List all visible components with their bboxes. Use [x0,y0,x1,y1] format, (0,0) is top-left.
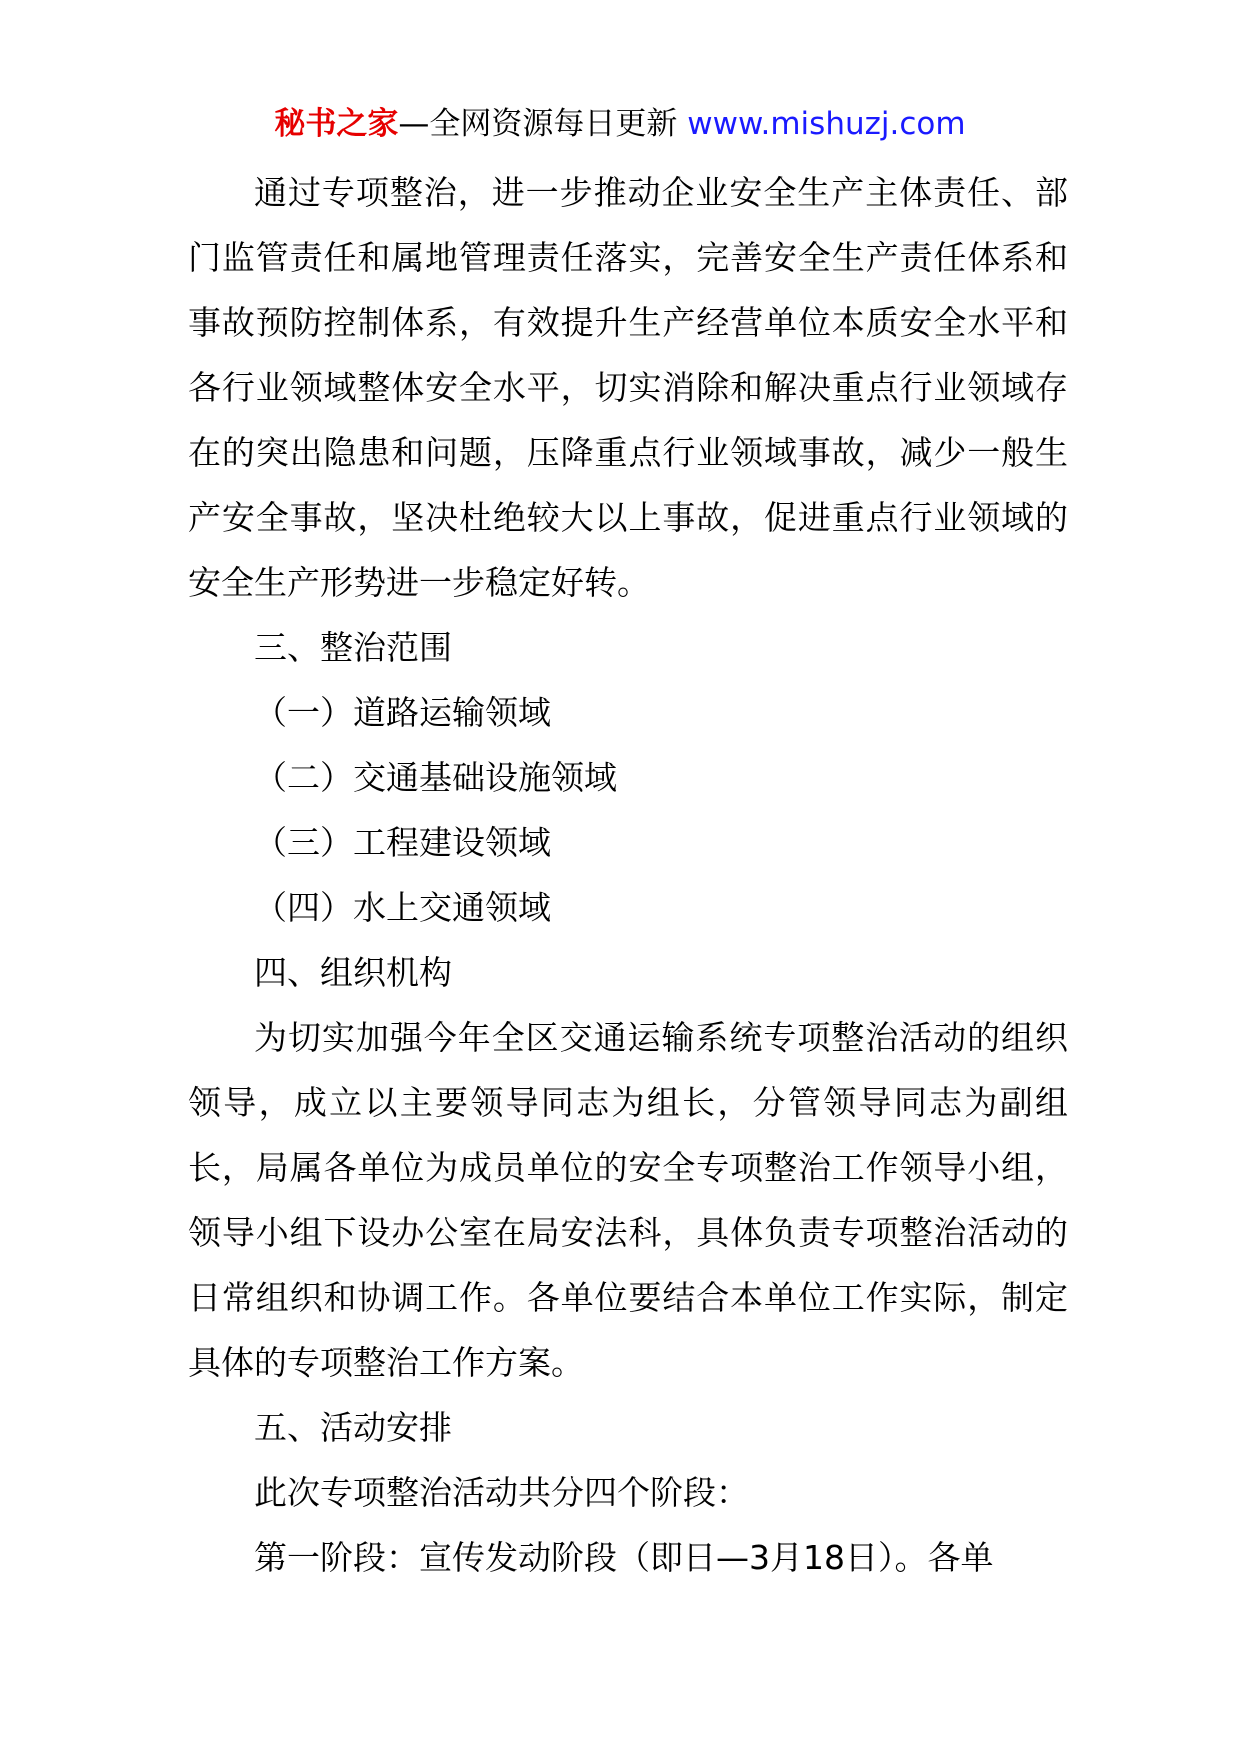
paragraph-stage-one: 第一阶段：宣传发动阶段（即日—3月18日）。各单 [254,1538,994,1577]
paragraph-organization: 为切实加强今年全区交通运输系统专项整治活动的组织领导，成立以主要领导同志为组长，分管领导同志为副组长，局属各单位为成员单位的安全专项整治工作领导小组，领导小组下设办公室在局安法科，具体负责专项整治活动的日常组织和协调工作。各单位要结合本单位工作实际，制定具体的专项整治工作方案。 [188,1018,1068,1382]
paragraph-stages-intro: 此次专项整治活动共分四个阶段： [254,1473,749,1512]
list-item-water-transport: （四）水上交通领域 [254,888,551,927]
section-heading-schedule: 五、活动安排 [254,1408,452,1447]
site-tagline: —全网资源每日更新 [398,106,688,142]
document-body [188,160,1068,1590]
list-item-construction: （三）工程建设领域 [254,823,551,862]
section-heading-scope: 三、整治范围 [254,628,452,667]
site-url-link[interactable]: www.mishuzj.com [687,106,966,142]
site-brand: 秘书之家 [274,106,399,142]
page-header [0,102,1240,146]
list-item-road-transport: （一）道路运输领域 [254,693,551,732]
paragraph-goal: 通过专项整治，进一步推动企业安全生产主体责任、部门监管责任和属地管理责任落实，完善安全生产责任体系和事故预防控制体系，有效提升生产经营单位本质安全水平和各行业领域整体安全水平，切实消除和解决重点行业领域存在的突出隐患和问题，压降重点行业领域事故，减少一般生产安全事故，坚决杜绝较大以上事故，促进重点行业领域的安全生产形势进一步稳定好转。 [188,173,1068,602]
list-item-infrastructure: （二）交通基础设施领域 [254,758,617,797]
section-heading-organization: 四、组织机构 [254,953,452,992]
